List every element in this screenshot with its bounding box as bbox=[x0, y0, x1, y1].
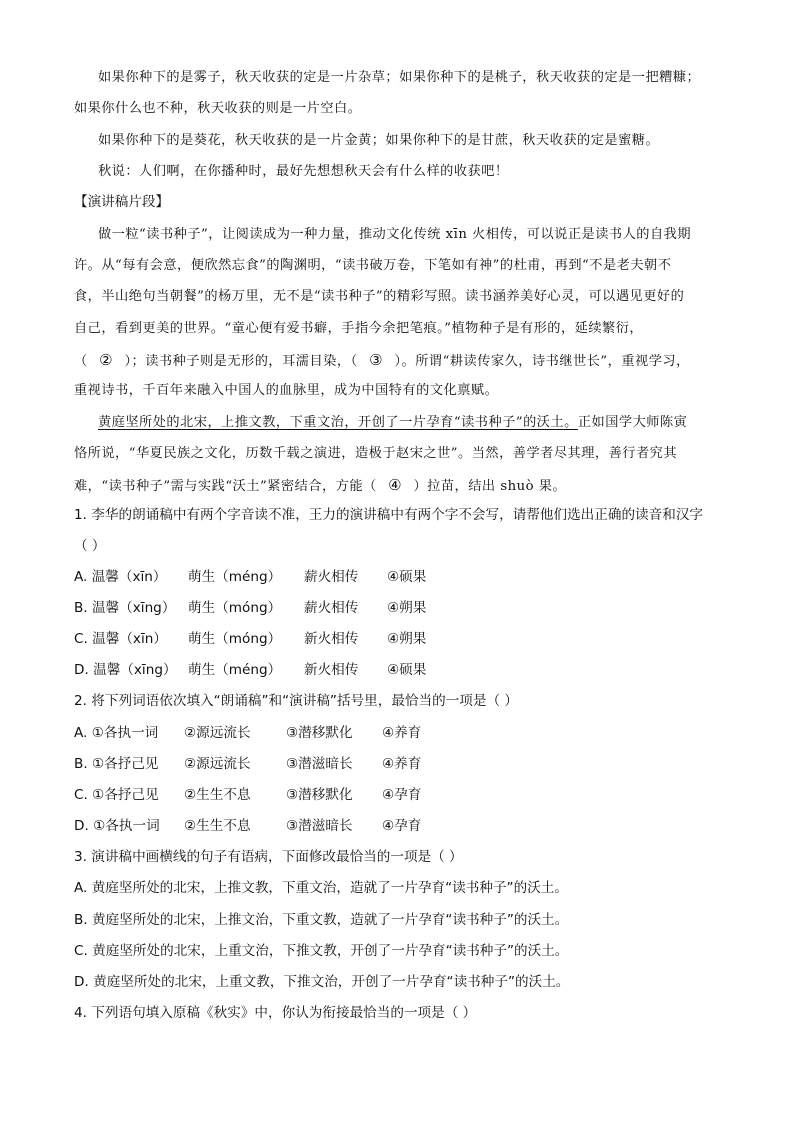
speech-p2-line-3 bbox=[74, 478, 566, 493]
q2-d-col-4: ④孕育 bbox=[382, 818, 422, 834]
blank-3-marker: ③ bbox=[369, 351, 384, 369]
poem-line-4: 秋说：人们啊，在你播种时，最好先想想秋天会有什么样的收获吧！ bbox=[98, 164, 509, 179]
speech-p1-line-6: 重视诗书，千百年来融入中国人的血脉里，成为中国特有的文化禀赋。 bbox=[74, 383, 499, 398]
q1-d-col-3: 新火相传 bbox=[304, 662, 359, 678]
question-4-stem: 4. 下列语句填入原稿《秋实》中，你认为衔接最恰当的一项是（ ） bbox=[74, 1005, 477, 1021]
speech-p2-line-2: 恪所说，“华夏民族之文化，历数千载之演进，造极于赵宋之世”。当然，善学者尽其理，善行者究其 bbox=[74, 446, 678, 461]
q1-a-col-2: 萌生（méng） bbox=[188, 569, 282, 585]
q2-b-col-2: ②源远流长 bbox=[184, 756, 251, 772]
q2-a-col-4: ④养育 bbox=[382, 725, 422, 741]
q2-a-col-3: ③潜移默化 bbox=[286, 725, 353, 741]
speech-p2-line-1-rest: 正如国学大师陈寅 bbox=[577, 415, 688, 430]
question-3-stem: 3. 演讲稿中画横线的句子有语病，下面修改最恰当的一项是（ ） bbox=[74, 849, 463, 865]
q1-b-col-4: ④朔果 bbox=[387, 600, 427, 616]
q1-option-a[interactable] bbox=[74, 571, 474, 587]
q2-b-col-4: ④养育 bbox=[382, 756, 422, 772]
q2-c-col-1: C. ①各抒己见 bbox=[74, 787, 159, 803]
speech-p2-line-1 bbox=[98, 416, 687, 429]
blank-2-marker: ② bbox=[99, 351, 114, 369]
q1-option-b[interactable] bbox=[74, 602, 474, 618]
poem-line-2: 如果你什么也不种，秋天收获的则是一片空白。 bbox=[74, 101, 362, 116]
q1-d-col-2: 萌生（méng） bbox=[188, 662, 282, 678]
q1-c-col-3: 新火相传 bbox=[304, 631, 359, 647]
q2-a-col-1: A. ①各执一词 bbox=[74, 725, 159, 741]
q2-c-col-4: ④孕育 bbox=[382, 787, 422, 803]
q3-option-d[interactable]: D. 黄庭坚所处的北宋，上重文教，下推文治，开创了一片孕育“读书种子”的沃土。 bbox=[74, 974, 570, 990]
speech-p1-line-5 bbox=[74, 353, 690, 368]
q1-d-col-1: D. 温馨（xīng） bbox=[74, 662, 177, 678]
q2-b-col-3: ③潜滋暗长 bbox=[286, 756, 353, 772]
speech-p1-line-4: 自己，看到更美的世界。“童心便有爱书癖，手指今余把笔痕。”植物种子是有形的，延续繁衍， bbox=[74, 321, 644, 336]
q1-c-col-1: C. 温馨（xīn） bbox=[74, 631, 167, 647]
q2-option-d[interactable] bbox=[74, 820, 474, 836]
q2-option-a[interactable] bbox=[74, 727, 474, 743]
q1-a-col-4: ④硕果 bbox=[387, 569, 427, 585]
question-1-stem: 1. 李华的朗诵稿中有两个字音读不准，王力的演讲稿中有两个字不会写，请帮他们选出正确的读音和汉字 bbox=[74, 507, 704, 523]
q2-option-b[interactable] bbox=[74, 758, 474, 774]
q1-option-c[interactable] bbox=[74, 633, 474, 649]
speech-p1-line-3: 食，半山绝句当朝餐”的杨万里，无不是“读书种子”的精彩写照。读书涵养美好心灵，可以遇见更好的 bbox=[74, 289, 685, 304]
question-2-stem: 2. 将下列词语依次填入“朗诵稿”和“演讲稿”括号里，最恰当的一项是（ ） bbox=[74, 693, 518, 709]
q1-a-col-3: 薪火相传 bbox=[304, 569, 359, 585]
speech-p1-line-2: 许。从“每有会意，便欣然忘食”的陶渊明，“读书破万卷，下笔如有神”的杜甫，再到“不是老夫朝不 bbox=[74, 258, 672, 273]
q2-option-c[interactable] bbox=[74, 789, 474, 805]
poem-line-3: 如果你种下的是葵花，秋天收获的是一片金黄；如果你种下的是甘蔗，秋天收获的定是蜜糖。 bbox=[98, 133, 660, 148]
open-paren: （ bbox=[74, 354, 88, 369]
q3-option-b[interactable]: B. 黄庭坚所处的北宋，上推文治，下重文教，造就了一片孕育“读书种子”的沃土。 bbox=[74, 912, 569, 928]
question-1-blank: （ ） bbox=[74, 538, 106, 554]
q3-option-a[interactable]: A. 黄庭坚所处的北宋，上推文教，下重文治，造就了一片孕育“读书种子”的沃土。 bbox=[74, 880, 568, 896]
speech-p1-line-1: 做一粒“读书种子”，让阅读成为一种力量，推动文化传统 xīn 火相传，可以说正是读书人的自我期 bbox=[98, 227, 692, 242]
q2-c-col-3: ③潜移默化 bbox=[286, 787, 353, 803]
speech-heading: 【演讲稿片段】 bbox=[74, 194, 170, 210]
q2-d-col-2: ②生生不息 bbox=[184, 818, 251, 834]
q2-c-col-2: ②生生不息 bbox=[184, 787, 251, 803]
q1-d-col-4: ④硕果 bbox=[387, 662, 427, 678]
q1-b-col-3: 薪火相传 bbox=[304, 600, 359, 616]
blank-4-marker: ④ bbox=[388, 476, 403, 494]
q2-a-col-2: ②源远流长 bbox=[184, 725, 251, 741]
poem-line-1: 如果你种下的是雾子，秋天收获的定是一片杂草；如果你种下的是桃子，秋天收获的定是一把糟糠； bbox=[98, 70, 701, 85]
q2-d-col-3: ③潜滋暗长 bbox=[286, 818, 353, 834]
speech-p2-line-3-end: ）拉苗，结出 shuò 果。 bbox=[413, 479, 567, 494]
q1-option-d[interactable] bbox=[74, 664, 474, 680]
q1-c-col-4: ④朔果 bbox=[387, 631, 427, 647]
q3-option-c[interactable]: C. 黄庭坚所处的北宋，上重文治，下推文教，开创了一片孕育“读书种子”的沃土。 bbox=[74, 943, 569, 959]
q2-d-col-1: D. ①各执一词 bbox=[74, 818, 160, 834]
speech-p1-line-5-end: ）。所谓“耕读传家久，诗书继世长”，重视学习， bbox=[394, 354, 690, 369]
q1-c-col-2: 萌生（móng） bbox=[188, 631, 282, 647]
q1-b-col-1: B. 温馨（xīng） bbox=[74, 600, 176, 616]
q1-a-col-1: A. 温馨（xīn） bbox=[74, 569, 167, 585]
speech-p1-line-5-mid: ）；读书种子则是无形的，耳濡目染，（ bbox=[124, 354, 358, 369]
speech-p2-line-3-start: 难，“读书种子”需与实践“沃土”紧密结合，方能（ bbox=[74, 479, 377, 494]
q2-b-col-1: B. ①各抒己见 bbox=[74, 756, 159, 772]
q1-b-col-2: 萌生（móng） bbox=[188, 600, 282, 616]
underlined-sentence: 黄庭坚所处的北宋，上推文教，下重文治，开创了一片孕育“读书种子”的沃土。 bbox=[98, 415, 578, 430]
